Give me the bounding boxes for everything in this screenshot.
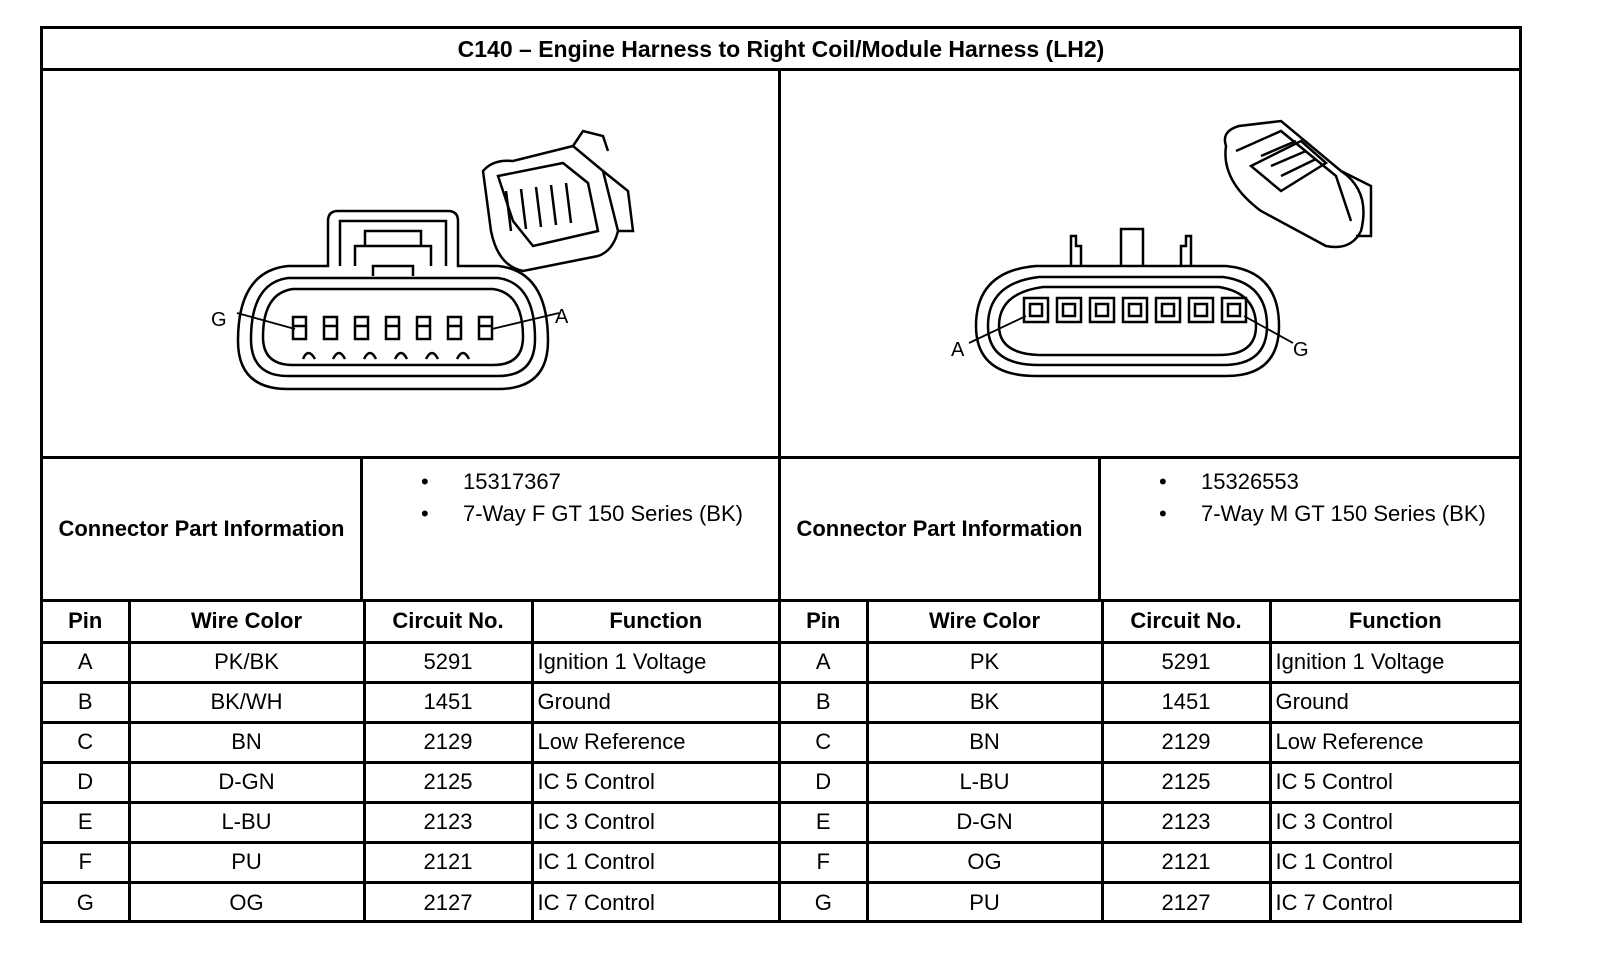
table-row [781, 722, 1519, 762]
col-header-function: Function [1270, 602, 1519, 642]
wire-color-cell: D-GN [867, 802, 1102, 842]
circuit-number-cell: 5291 [364, 642, 532, 682]
connector-part-info-label: Connector Part Information [781, 459, 1101, 599]
male-part-number: 15326553 [1201, 469, 1299, 494]
male-pin-label-g: G [1293, 339, 1309, 361]
function-cell: IC 1 Control [532, 842, 778, 882]
pin-cell: E [781, 802, 867, 842]
wire-color-cell: PU [867, 882, 1102, 922]
wire-color-cell: PU [129, 842, 364, 882]
function-cell: IC 3 Control [1270, 802, 1519, 842]
female-key-bumps [303, 353, 469, 359]
table-row [43, 642, 778, 682]
col-header-circuit: Circuit No. [364, 602, 532, 642]
female-pinout-table [43, 602, 778, 922]
circuit-number-cell: 2127 [364, 882, 532, 922]
circuit-number-cell: 2121 [364, 842, 532, 882]
pin-cell: B [781, 682, 867, 722]
col-header-function: Function [532, 602, 778, 642]
circuit-number-cell: 5291 [1102, 642, 1270, 682]
female-pin-label-a: A [555, 306, 569, 328]
female-pin-label-g: G [211, 309, 227, 331]
col-header-pin: Pin [43, 602, 129, 642]
pin-cell: D [43, 762, 129, 802]
circuit-number-cell: 1451 [364, 682, 532, 722]
table-row [43, 682, 778, 722]
function-cell: Low Reference [532, 722, 778, 762]
female-cavity-row [293, 317, 492, 339]
function-cell: Ignition 1 Voltage [1270, 642, 1519, 682]
circuit-number-cell: 1451 [1102, 682, 1270, 722]
table-row [43, 802, 778, 842]
male-connector-illustration [781, 71, 1519, 459]
female-connector-drawing [43, 71, 778, 456]
table-row [43, 842, 778, 882]
female-part-info [43, 459, 778, 602]
circuit-number-cell: 2125 [364, 762, 532, 802]
male-part-info [781, 459, 1519, 602]
col-header-circuit: Circuit No. [1102, 602, 1270, 642]
male-part-list [1101, 459, 1519, 599]
function-cell: Ignition 1 Voltage [532, 642, 778, 682]
wire-color-cell: PK [867, 642, 1102, 682]
function-cell: IC 5 Control [1270, 762, 1519, 802]
male-series: 7-Way M GT 150 Series (BK) [1201, 501, 1486, 526]
circuit-number-cell: 2123 [1102, 802, 1270, 842]
table-row [43, 882, 778, 922]
table-row [781, 762, 1519, 802]
pin-cell: F [781, 842, 867, 882]
col-header-pin: Pin [781, 602, 867, 642]
female-part-list [363, 459, 778, 599]
pin-cell: G [781, 882, 867, 922]
function-cell: IC 7 Control [1270, 882, 1519, 922]
female-latch [340, 221, 446, 276]
circuit-number-cell: 2129 [1102, 722, 1270, 762]
function-cell: IC 1 Control [1270, 842, 1519, 882]
function-cell: IC 3 Control [532, 802, 778, 842]
table-row [781, 842, 1519, 882]
connector-part-info-label: Connector Part Information [43, 459, 363, 599]
table-row [781, 682, 1519, 722]
circuit-number-cell: 2129 [364, 722, 532, 762]
female-part-number: 15317367 [463, 469, 561, 494]
pin-cell: C [43, 722, 129, 762]
col-header-wire-color: Wire Color [129, 602, 364, 642]
pin-cell: F [43, 842, 129, 882]
table-header-row [781, 602, 1519, 642]
circuit-number-cell: 2125 [1102, 762, 1270, 802]
pin-cell: E [43, 802, 129, 842]
table-row [43, 722, 778, 762]
pin-cell: C [781, 722, 867, 762]
connector-sheet [40, 26, 1522, 923]
wire-color-cell: OG [867, 842, 1102, 882]
circuit-number-cell: 2127 [1102, 882, 1270, 922]
wire-color-cell: BK/WH [129, 682, 364, 722]
wire-color-cell: L-BU [129, 802, 364, 842]
female-series: 7-Way F GT 150 Series (BK) [463, 501, 743, 526]
male-pinout-table [781, 602, 1519, 922]
pin-cell: A [43, 642, 129, 682]
pin-cell: B [43, 682, 129, 722]
circuit-number-cell: 2121 [1102, 842, 1270, 882]
circuit-number-cell: 2123 [364, 802, 532, 842]
pin-cell: D [781, 762, 867, 802]
col-header-wire-color: Wire Color [867, 602, 1102, 642]
bullet-icon: • [421, 501, 429, 526]
wire-color-cell: D-GN [129, 762, 364, 802]
function-cell: Ground [532, 682, 778, 722]
male-pin-label-a: A [951, 339, 965, 361]
bullet-icon: • [421, 469, 429, 494]
table-row [781, 882, 1519, 922]
pin-cell: G [43, 882, 129, 922]
table-row [781, 642, 1519, 682]
bullet-icon: • [1159, 501, 1167, 526]
page-title: C140 – Engine Harness to Right Coil/Module Harness (LH2) [43, 29, 1519, 71]
wire-color-cell: BK [867, 682, 1102, 722]
function-cell: IC 5 Control [532, 762, 778, 802]
wire-color-cell: PK/BK [129, 642, 364, 682]
wire-color-cell: L-BU [867, 762, 1102, 802]
table-row [43, 762, 778, 802]
female-connector-panel [43, 71, 781, 920]
bullet-icon: • [1159, 469, 1167, 494]
male-connector-drawing [781, 71, 1519, 456]
function-cell: Ground [1270, 682, 1519, 722]
female-connector-illustration [43, 71, 778, 459]
table-row [781, 802, 1519, 842]
wire-color-cell: OG [129, 882, 364, 922]
male-top-tabs [1071, 229, 1191, 266]
pin-cell: A [781, 642, 867, 682]
function-cell: Low Reference [1270, 722, 1519, 762]
male-connector-panel [781, 71, 1519, 920]
female-outer-shell [238, 211, 548, 389]
wire-color-cell: BN [129, 722, 364, 762]
function-cell: IC 7 Control [532, 882, 778, 922]
wire-color-cell: BN [867, 722, 1102, 762]
male-terminal-row [1024, 298, 1246, 322]
table-header-row [43, 602, 778, 642]
